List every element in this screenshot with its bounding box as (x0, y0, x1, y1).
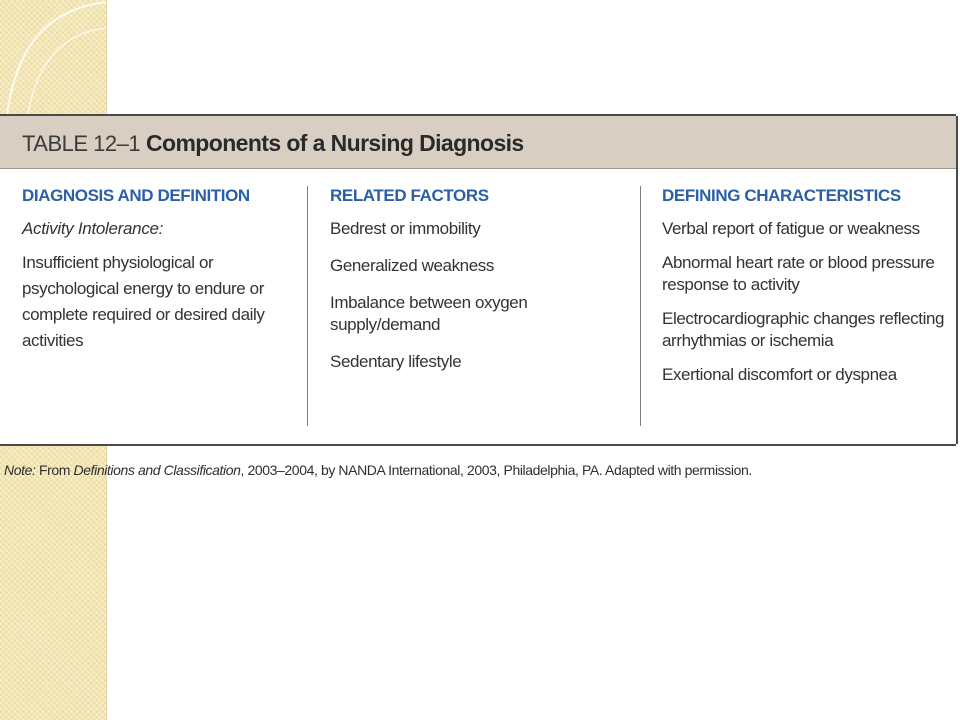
diagnosis-column (22, 186, 302, 354)
defining-characteristics-column (662, 186, 947, 398)
defining-characteristic-item: Exertional discomfort or dyspnea (662, 365, 897, 384)
source-note (4, 462, 752, 478)
column-divider (307, 186, 308, 426)
table-number: TABLE 12–1 (22, 131, 141, 156)
note-suffix: , 2003–2004, by NANDA International, 2003, Philadelphia, PA. Adapted with permission. (240, 462, 752, 478)
diagnosis-column-header: DIAGNOSIS AND DEFINITION (22, 186, 250, 205)
related-factor-item: Generalized weakness (330, 256, 494, 275)
related-factor-item: Imbalance between oxygen supply/demand (330, 293, 528, 334)
diagnosis-definition: Insufficient physiological or psychological energy to endure or complete required or desired daily activities (22, 253, 265, 350)
diagnosis-name: Activity Intolerance: (22, 219, 164, 238)
related-factor-item: Sedentary lifestyle (330, 352, 462, 371)
related-factors-header: RELATED FACTORS (330, 186, 489, 205)
related-factor-item: Bedrest or immobility (330, 219, 481, 238)
note-source-title: Definitions and Classification (73, 462, 241, 478)
defining-characteristic-item: Abnormal heart rate or blood pressure response to activity (662, 253, 935, 294)
defining-characteristic-item: Verbal report of fatigue or weakness (662, 219, 920, 238)
note-prefix: From (38, 462, 71, 478)
table-title: Components of a Nursing Diagnosis (146, 130, 524, 156)
column-divider (640, 186, 641, 426)
defining-characteristics-header: DEFINING CHARACTERISTICS (662, 186, 901, 205)
nursing-diagnosis-table (0, 114, 956, 446)
defining-characteristic-item: Electrocardiographic changes reflecting arrhythmias or ischemia (662, 309, 945, 350)
note-label: Note: (4, 462, 36, 478)
table-title-bar (0, 116, 956, 169)
related-factors-column (330, 186, 640, 388)
